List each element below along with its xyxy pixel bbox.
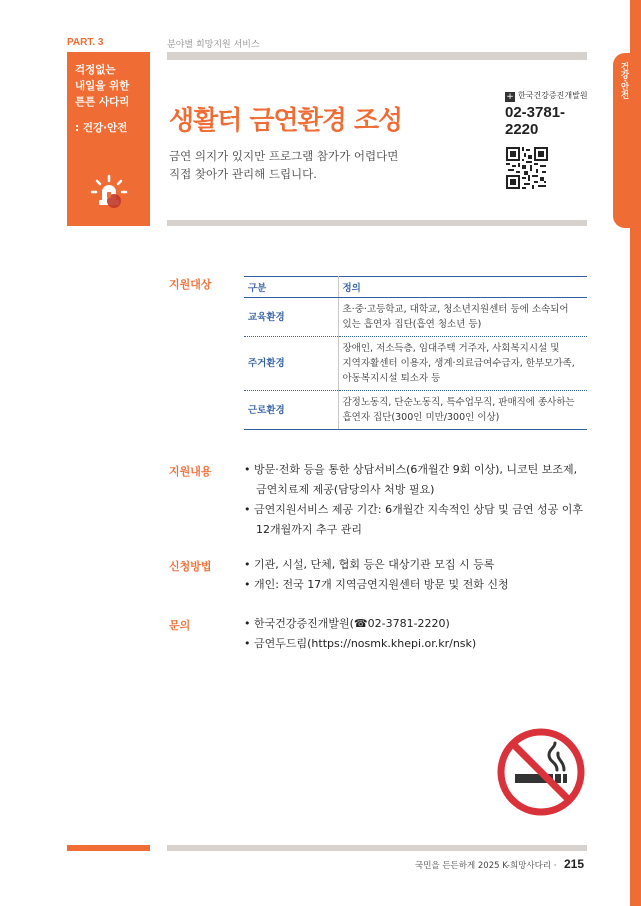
- list-item-line: 12개월까지 추구 관리: [256, 523, 362, 536]
- table-cell-definition: [338, 391, 587, 430]
- side-strip-top: [630, 0, 641, 53]
- table-header-category: 구분: [244, 277, 338, 298]
- table-cell-category: 교육환경: [244, 298, 338, 337]
- apply-label: 신청방법: [169, 560, 212, 573]
- page-number: 215: [564, 857, 585, 871]
- list-item-line: 금연치료제 제공(담당의사 처방 필요): [256, 483, 435, 496]
- table-row: [244, 391, 587, 430]
- inquiry-phone[interactable]: • 한국건강증진개발원(☎02-3781-2220): [244, 617, 450, 630]
- contact-org: [505, 90, 588, 102]
- definition-line: 장애인, 저소득층, 임대주택 거주자, 사회복지시설 및: [342, 343, 560, 354]
- definition-line: 초·중·고등학교, 대학교, 청소년지원센터 등에 소속되어: [342, 304, 569, 315]
- list-item-line: • 방문·전화 등을 통한 상담서비스(6개월간 9회 이상), 니코틴 보조제,: [244, 463, 578, 476]
- list-item-line: • 금연지원서비스 제공 기간: 6개월간 지속적인 상담 및 금연 성공 이후: [244, 503, 584, 516]
- alarm-siren-icon: [89, 170, 129, 210]
- chapter-line-4: : 건강·안전: [75, 122, 128, 134]
- definition-line: 있는 흡연자 집단(흡연 청소년 등): [342, 319, 482, 330]
- content-label: 지원내용: [169, 465, 212, 478]
- footer-gray-rule: [167, 845, 587, 851]
- chapter-box: [67, 52, 150, 226]
- definition-line: 흡연자 집단(300인 미만/300인 이상): [342, 412, 500, 423]
- table-cell-category: 주거환경: [244, 337, 338, 391]
- content-list: [244, 460, 594, 540]
- table-cell-definition: [338, 298, 587, 337]
- contact-phone-line-2: 2220: [505, 121, 539, 138]
- definition-line: 지역자활센터 이용자, 생계·의료급여수급자, 한부모가족,: [342, 358, 575, 369]
- org-logo-icon: +: [506, 92, 514, 102]
- target-table: [244, 276, 587, 430]
- subtitle-line-1: 금연 의지가 있지만 프로그램 참가가 어렵다면: [169, 149, 399, 163]
- mid-rule: [167, 220, 587, 226]
- list-item: • 개인: 전국 17개 지역금연지원센터 방문 및 전화 신청: [244, 578, 509, 591]
- inquiry-label: 문의: [169, 619, 191, 632]
- chapter-line-1: 걱정없는: [75, 64, 116, 76]
- list-item: [244, 460, 594, 500]
- chapter-line-2: 내일을 위한: [75, 80, 130, 92]
- definition-line: 감정노동직, 단순노동직, 특수업무직, 판매직에 종사하는: [342, 397, 575, 408]
- contact-phone-line-1: 02-3781-: [505, 104, 566, 121]
- no-smoking-icon: [497, 728, 585, 816]
- page-subtitle: [169, 147, 469, 183]
- table-row: [244, 298, 587, 337]
- table-header-definition: 정의: [338, 277, 587, 298]
- subtitle-line-2: 직접 찾아가 관리해 드립니다.: [169, 167, 317, 181]
- part-label: PART. 3: [67, 37, 104, 48]
- contact-phone[interactable]: [505, 104, 585, 138]
- side-tab-label: 건강·안전: [619, 62, 629, 100]
- footer-orange-rule: [67, 845, 150, 851]
- chapter-line-3: 튼튼 사다리: [75, 96, 130, 108]
- top-rule: [167, 52, 587, 60]
- table-row: [244, 337, 587, 391]
- contact-org-name: 한국건강증진개발원: [518, 91, 588, 100]
- side-strip-bottom: [630, 228, 641, 906]
- inquiry-link[interactable]: • 금연두드림(https://nosmk.khepi.or.kr/nsk): [244, 637, 477, 650]
- table-cell-definition: [338, 337, 587, 391]
- footer-text: 국민을 든든하게 2025 K-희망사다리 ·: [415, 861, 557, 871]
- list-item: • 기관, 시설, 단체, 협회 등은 대상기관 모집 시 등록: [244, 558, 495, 571]
- definition-line: 아동복지시설 퇴소자 등: [342, 373, 441, 384]
- section-title: 분야별 희망지원 서비스: [167, 40, 260, 50]
- qr-code-icon[interactable]: [506, 147, 548, 189]
- table-cell-category: 근로환경: [244, 391, 338, 430]
- inquiry-list: [244, 614, 594, 654]
- page-title: 생활터 금연환경 조성: [169, 106, 403, 136]
- list-item: [244, 500, 594, 540]
- apply-list: [244, 555, 594, 595]
- target-label: 지원대상: [169, 278, 212, 291]
